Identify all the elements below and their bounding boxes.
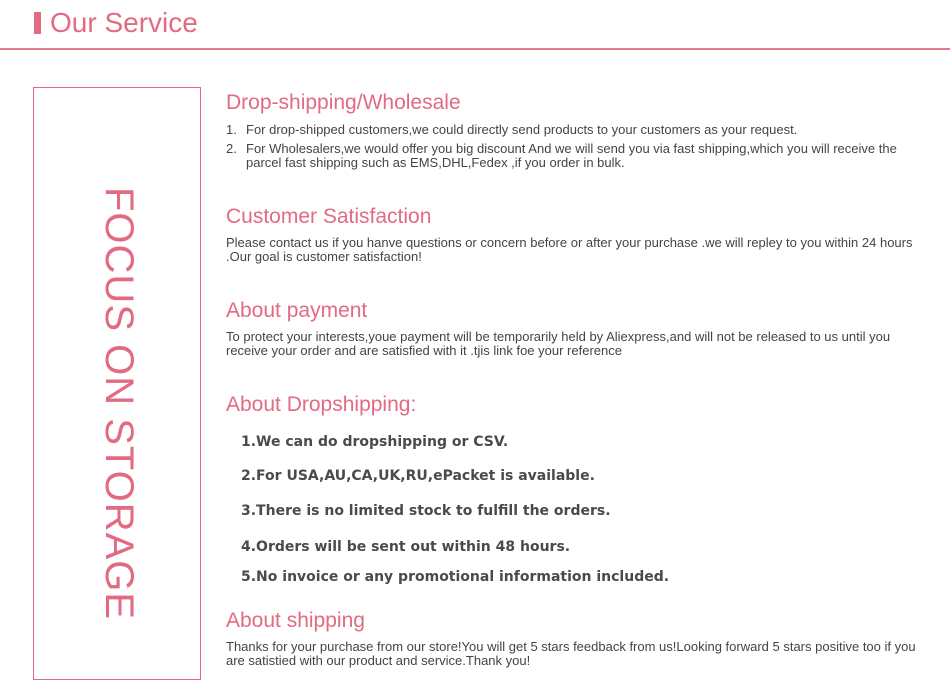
dropshipping-item: 5.No invoice or any promotional information included.: [241, 569, 670, 585]
dropshipping-item: 3.There is no limited stock to fulfill the orders.: [241, 503, 611, 519]
list-item-number: 2.: [226, 141, 237, 156]
dropshipping-item: 4.Orders will be sent out within 48 hours.: [241, 539, 571, 555]
list-item-text: For drop-shipped customers,we could directly send products to your customers as your request.: [246, 122, 798, 137]
section-title: Drop-shipping/Wholesale: [226, 91, 461, 114]
section-title: About Dropshipping:: [226, 393, 417, 416]
section-customer-satisfaction: [226, 204, 931, 264]
section-title: About shipping: [226, 609, 365, 632]
dropshipping-wholesale-list: [226, 123, 931, 170]
section-about-dropshipping: [226, 392, 931, 592]
dropshipping-item: 2.For USA,AU,CA,UK,RU,ePacket is available.: [241, 468, 595, 484]
section-title: About payment: [226, 299, 368, 322]
section-dropshipping-wholesale: [226, 90, 931, 175]
list-item: [226, 142, 931, 170]
section-about-payment: [226, 298, 931, 358]
dropshipping-item: 1.We can do dropshipping or CSV.: [241, 434, 509, 450]
section-about-shipping: [226, 608, 931, 668]
page-header: [0, 0, 950, 50]
page-title: Our Service: [50, 7, 198, 38]
section-text: Please contact us if you hanve questions or concern before or after your purchase .we will repley to you within 24 hours .Our goal is customer satisfaction!: [226, 235, 913, 264]
list-item-text: For Wholesalers,we would offer you big discount And we will send you via fast shipping,which you will receive the parcel fast shipping such as EMS,DHL,Fedex ,if you order in bulk.: [246, 141, 897, 170]
section-title: Customer Satisfaction: [226, 205, 432, 228]
header-accent-bar: [34, 12, 41, 34]
section-text: To protect your interests,youe payment will be temporarily held by Aliexpress,and will not be released to us until you receive your order and are satisfied with it .tjis link foe your reference: [226, 329, 891, 358]
list-item: [226, 123, 931, 137]
list-item-number: 1.: [226, 122, 237, 137]
sidebar-vertical-text: FOCUS ON STORAGE: [97, 187, 141, 621]
section-text: Thanks for your purchase from our store!You will get 5 stars feedback from us!Looking forward 5 stars positive too if you are satistied with our product and service.Thank you!: [226, 639, 916, 668]
